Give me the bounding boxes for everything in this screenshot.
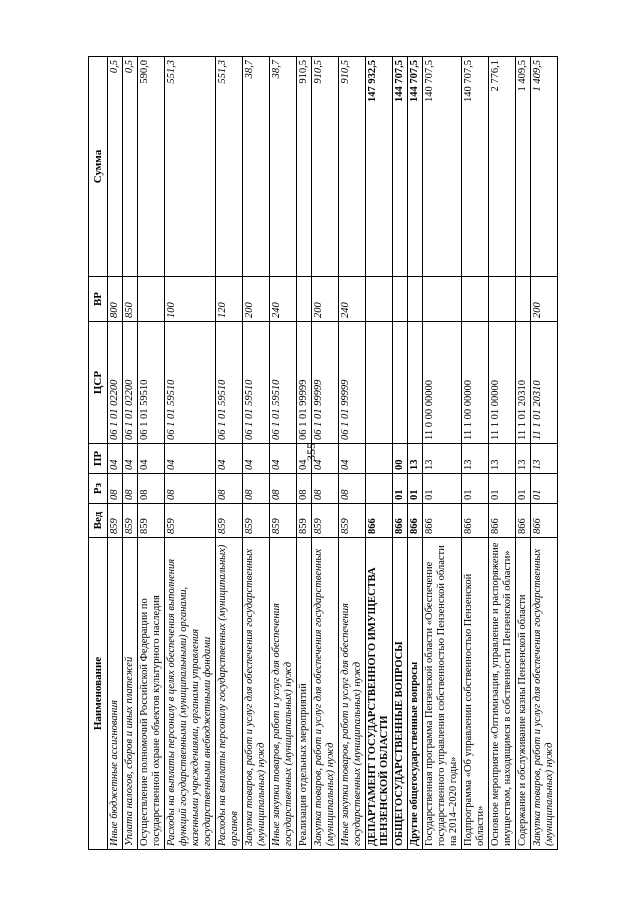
cell-csr: 06 1 01 99999 xyxy=(312,322,339,444)
cell-sum: 38,7 xyxy=(243,57,270,277)
table-row xyxy=(423,57,462,850)
page-number: 355 xyxy=(304,443,318,461)
cell-pr: 13 xyxy=(423,444,462,474)
table-row xyxy=(138,57,165,850)
rotated-table-container xyxy=(88,57,556,850)
header-csr: ЦСР xyxy=(89,322,108,444)
cell-rz: 01 xyxy=(531,474,558,504)
cell-name: Уплата налогов, сборов и иных платежей xyxy=(123,538,138,850)
cell-name: ДЕПАРТАМЕНТ ГОСУДАРСТВЕННОГО ИМУЩЕСТВА ПЕНЗЕНСКОЙ ОБЛАСТИ xyxy=(366,538,393,850)
cell-vr: 850 xyxy=(123,277,138,322)
cell-vr: 240 xyxy=(339,277,366,322)
cell-csr: 06 1 01 59510 xyxy=(165,322,216,444)
table-row xyxy=(366,57,393,850)
cell-sum: 551,3 xyxy=(165,57,216,277)
cell-sum: 1 409,5 xyxy=(516,57,531,277)
cell-vr xyxy=(462,277,489,322)
cell-vr: 100 xyxy=(165,277,216,322)
table-header-row xyxy=(89,57,108,850)
cell-vr xyxy=(138,277,165,322)
budget-table xyxy=(88,56,558,850)
cell-vr xyxy=(408,277,423,322)
cell-rz: 08 xyxy=(138,474,165,504)
cell-sum: 590,0 xyxy=(138,57,165,277)
cell-ved: 859 xyxy=(243,504,270,538)
cell-rz: 08 xyxy=(339,474,366,504)
cell-csr: 11 0 00 00000 xyxy=(423,322,462,444)
table-row xyxy=(312,57,339,850)
cell-rz: 01 xyxy=(408,474,423,504)
cell-ved: 866 xyxy=(366,504,393,538)
table-row xyxy=(165,57,216,850)
cell-pr: 04 xyxy=(138,444,165,474)
cell-pr: 13 xyxy=(516,444,531,474)
cell-rz: 08 xyxy=(165,474,216,504)
cell-vr xyxy=(297,277,312,322)
cell-pr: 04 xyxy=(108,444,123,474)
cell-ved: 859 xyxy=(108,504,123,538)
cell-csr: 11 1 01 00000 xyxy=(489,322,516,444)
cell-ved: 866 xyxy=(408,504,423,538)
cell-sum: 0,5 xyxy=(123,57,138,277)
cell-name: Иные закупки товаров, работ и услуг для обеспечения государственных (муниципальных) нужд xyxy=(270,538,297,850)
cell-pr: 13 xyxy=(489,444,516,474)
header-rz: Рз xyxy=(89,474,108,504)
cell-rz: 08 xyxy=(216,474,243,504)
cell-csr: 06 1 01 02200 xyxy=(108,322,123,444)
cell-ved: 859 xyxy=(138,504,165,538)
cell-pr: 13 xyxy=(462,444,489,474)
cell-vr xyxy=(516,277,531,322)
cell-pr: 04 xyxy=(165,444,216,474)
header-name: Наименование xyxy=(89,538,108,850)
table-row xyxy=(516,57,531,850)
cell-name: Подпрограмма «Об управлении собственностью Пензенской области» xyxy=(462,538,489,850)
cell-pr xyxy=(366,444,393,474)
cell-sum: 551,3 xyxy=(216,57,243,277)
cell-sum: 0,5 xyxy=(108,57,123,277)
cell-sum: 1 409,5 xyxy=(531,57,558,277)
cell-name: Государственная программа Пензенской области «Обеспечение государственного управления собственностью Пензенской области на 2014–2020 годы» xyxy=(423,538,462,850)
cell-pr: 04 xyxy=(243,444,270,474)
cell-pr: 04 xyxy=(270,444,297,474)
cell-name: Расходы на выплаты персоналу в целях обеспечения выполнения функций государственными (муниципальными) органами, казенными учреждениями, органами управления государственными внебюджетными фондами xyxy=(165,538,216,850)
cell-csr: 06 1 01 59510 xyxy=(243,322,270,444)
cell-pr: 04 xyxy=(312,444,339,474)
cell-name: Другие общегосударственные вопросы xyxy=(408,538,423,850)
cell-rz: 08 xyxy=(312,474,339,504)
cell-csr: 06 1 01 99999 xyxy=(297,322,312,444)
cell-rz: 08 xyxy=(123,474,138,504)
table-row xyxy=(243,57,270,850)
cell-rz: 01 xyxy=(489,474,516,504)
table-row xyxy=(531,57,558,850)
cell-vr: 200 xyxy=(531,277,558,322)
cell-sum: 140 707,5 xyxy=(423,57,462,277)
cell-name: Осуществление полномочий Российской Федерации по государственной охране объектов культурного наследия xyxy=(138,538,165,850)
table-row xyxy=(270,57,297,850)
cell-rz: 08 xyxy=(243,474,270,504)
cell-name: ОБЩЕГОСУДАРСТВЕННЫЕ ВОПРОСЫ xyxy=(393,538,408,850)
cell-name: Реализация отдельных мероприятий xyxy=(297,538,312,850)
table-row xyxy=(108,57,123,850)
table-row xyxy=(489,57,516,850)
cell-ved: 859 xyxy=(270,504,297,538)
cell-ved: 859 xyxy=(339,504,366,538)
cell-pr: 04 xyxy=(339,444,366,474)
cell-vr xyxy=(366,277,393,322)
cell-ved: 866 xyxy=(516,504,531,538)
cell-rz xyxy=(366,474,393,504)
table-row xyxy=(462,57,489,850)
cell-rz: 01 xyxy=(516,474,531,504)
cell-vr xyxy=(393,277,408,322)
cell-ved: 859 xyxy=(165,504,216,538)
cell-name: Иные закупки товаров, работ и услуг для обеспечения государственных (муниципальных) нужд xyxy=(339,538,366,850)
cell-sum: 144 707,5 xyxy=(393,57,408,277)
cell-ved: 866 xyxy=(423,504,462,538)
cell-csr: 06 1 01 99999 xyxy=(339,322,366,444)
cell-csr: 06 1 01 02200 xyxy=(123,322,138,444)
table-row xyxy=(408,57,423,850)
cell-name: Закупка товаров, работ и услуг для обеспечения государственных (муниципальных) нужд xyxy=(312,538,339,850)
cell-ved: 859 xyxy=(216,504,243,538)
cell-csr: 06 1 01 59510 xyxy=(138,322,165,444)
cell-name: Иные бюджетные ассигнования xyxy=(108,538,123,850)
cell-rz: 08 xyxy=(108,474,123,504)
cell-csr: 11 1 01 20310 xyxy=(531,322,558,444)
cell-vr: 800 xyxy=(108,277,123,322)
header-pr: ПР xyxy=(89,444,108,474)
cell-ved: 866 xyxy=(489,504,516,538)
rotated-page-wrapper xyxy=(88,57,556,850)
cell-vr: 200 xyxy=(312,277,339,322)
cell-rz: 08 xyxy=(297,474,312,504)
cell-pr: 04 xyxy=(216,444,243,474)
cell-ved: 866 xyxy=(462,504,489,538)
cell-name: Основное мероприятие «Оптимизация, управление и распоряжение имуществом, находящимся в собственности Пензенской области» xyxy=(489,538,516,850)
cell-vr xyxy=(489,277,516,322)
table-row xyxy=(123,57,138,850)
header-sum: Сумма xyxy=(89,57,108,277)
cell-rz: 01 xyxy=(393,474,408,504)
cell-rz: 08 xyxy=(270,474,297,504)
cell-csr: 11 1 01 20310 xyxy=(516,322,531,444)
cell-pr: 04 xyxy=(297,444,312,474)
cell-sum: 910,5 xyxy=(339,57,366,277)
header-ved: Вед xyxy=(89,504,108,538)
cell-name: Закупка товаров, работ и услуг для обеспечения государственных (муниципальных) нужд xyxy=(531,538,558,850)
cell-ved: 866 xyxy=(531,504,558,538)
cell-ved: 859 xyxy=(297,504,312,538)
cell-rz: 01 xyxy=(423,474,462,504)
cell-pr: 04 xyxy=(123,444,138,474)
cell-name: Расходы на выплаты персоналу государственных (муниципальных) органов xyxy=(216,538,243,850)
cell-csr xyxy=(393,322,408,444)
cell-ved: 859 xyxy=(312,504,339,538)
cell-csr: 06 1 01 59510 xyxy=(216,322,243,444)
table-row xyxy=(393,57,408,850)
table-row xyxy=(339,57,366,850)
cell-ved: 859 xyxy=(123,504,138,538)
table-row xyxy=(297,57,312,850)
cell-csr: 11 1 00 00000 xyxy=(462,322,489,444)
cell-pr: 13 xyxy=(408,444,423,474)
cell-sum: 38,7 xyxy=(270,57,297,277)
cell-ved: 866 xyxy=(393,504,408,538)
header-vr: ВР xyxy=(89,277,108,322)
cell-name: Содержание и обслуживание казны Пензенской области xyxy=(516,538,531,850)
cell-vr: 200 xyxy=(243,277,270,322)
cell-csr xyxy=(366,322,393,444)
cell-rz: 01 xyxy=(462,474,489,504)
cell-csr: 06 1 01 59510 xyxy=(270,322,297,444)
cell-vr xyxy=(423,277,462,322)
cell-sum: 140 707,5 xyxy=(462,57,489,277)
cell-sum: 2 776,1 xyxy=(489,57,516,277)
cell-name: Закупка товаров, работ и услуг для обеспечения государственных (муниципальных) нужд xyxy=(243,538,270,850)
cell-sum: 144 707,5 xyxy=(408,57,423,277)
cell-sum: 147 932,5 xyxy=(366,57,393,277)
cell-pr: 13 xyxy=(531,444,558,474)
cell-sum: 910,5 xyxy=(297,57,312,277)
table-row xyxy=(216,57,243,850)
cell-vr: 120 xyxy=(216,277,243,322)
cell-vr: 240 xyxy=(270,277,297,322)
cell-pr: 00 xyxy=(393,444,408,474)
cell-csr xyxy=(408,322,423,444)
cell-sum: 910,5 xyxy=(312,57,339,277)
